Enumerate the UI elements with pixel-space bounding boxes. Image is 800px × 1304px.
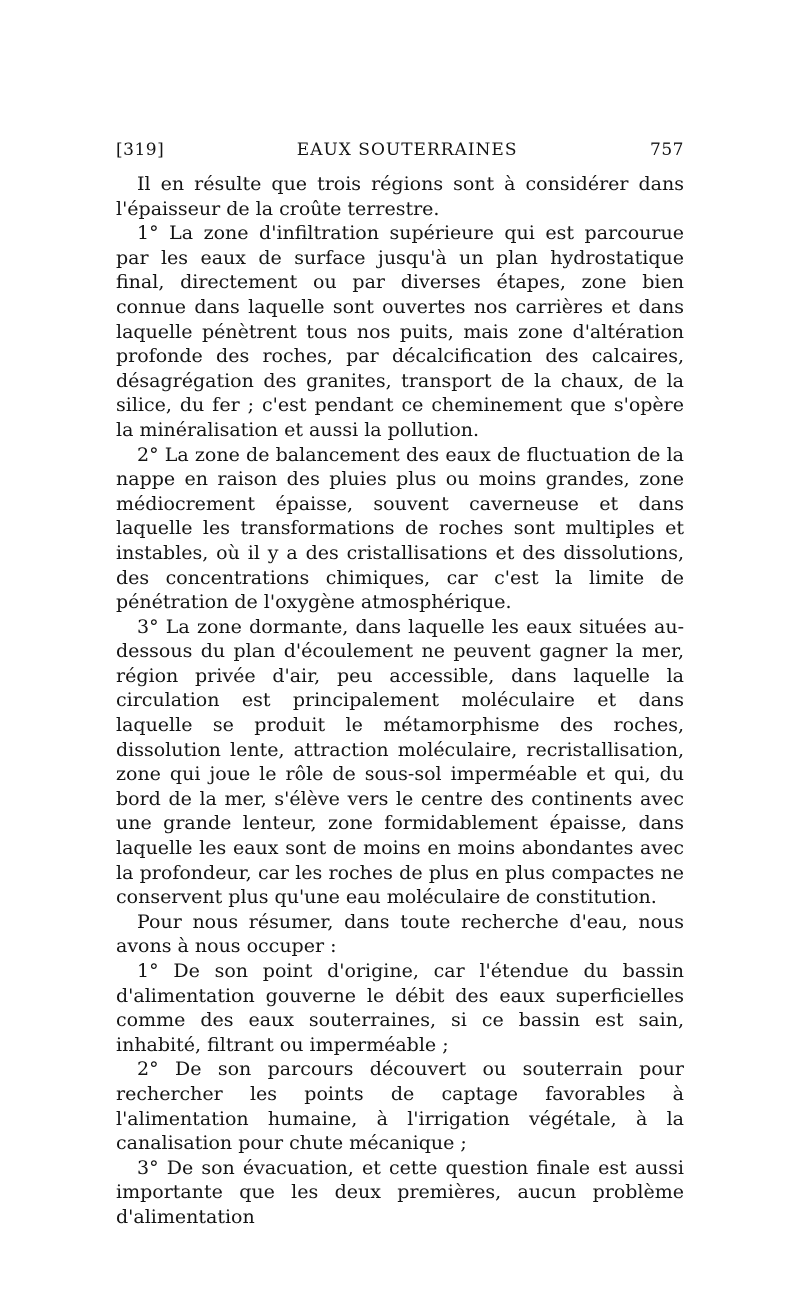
paragraph-zone-2: 2° La zone de balancement des eaux de fluctuation de la nappe en raison des pluies plus ou moins grandes, zone médiocrement épaisse, souvent caverneuse et dans laquelle les transformations de roches sont multiples et instables, où il y a des cristallisations et des dissolutions, des concentrations chimiques, car c'est la limite de pénétration de l'oxygène atmosphérique.	[116, 443, 684, 614]
paragraph-zone-3: 3° La zone dormante, dans laquelle les eaux situées au-dessous du plan d'écoulement ne peuvent gagner la mer, région privée d'air, peu accessible, dans laquelle la circulation est principalement moléculaire et dans laquelle se produit le métamorphisme des roches, dissolution lente, attraction moléculaire, recristallisation, zone qui joue le rôle de sous-sol imperméable et qui, du bord de la mer, s'élève vers le centre des continents avec une grande lenteur, zone formidablement épaisse, dans laquelle les eaux sont de moins en moins abondantes avec la profondeur, car les roches de plus en plus compactes ne conservent plus qu'une eau moléculaire de constitution.	[116, 615, 684, 909]
page-number: 757	[650, 140, 684, 160]
document-page	[116, 140, 684, 1230]
paragraph-intro: Il en résulte que trois régions sont à considérer dans l'épaisseur de la croûte terrestre.	[116, 173, 684, 220]
running-header	[116, 140, 684, 160]
paragraph-zone-1: 1° La zone d'infiltration supérieure qui est parcourue par les eaux de surface jusqu'à un plan hydrostatique final, directement ou par diverses étapes, zone bien connue dans laquelle sont ouvertes nos carrières et dans laquelle pénètrent tous nos puits, mais zone d'altération profonde des roches, par décalcification des calcaires, désagrégation des granites, transport de la chaux, de la silice, du fer ; c'est pendant ce cheminement que s'opère la minéralisation et aussi la pollution.	[116, 222, 684, 441]
paragraph-point-origin: 1° De son point d'origine, car l'étendue du bassin d'alimentation gouverne le débit des eaux superficielles comme des eaux souterraines, si ce bassin est sain, inhabité, filtrant ou imperméable ;	[116, 960, 684, 1056]
paragraph-point-evacuation: 3° De son évacuation, et cette question finale est aussi importante que les deux premières, aucun problème d'alimentation	[116, 1156, 684, 1228]
running-title: EAUX SOUTERRAINES	[296, 140, 518, 160]
section-number: [319]	[116, 140, 165, 160]
body-text	[116, 172, 684, 1230]
paragraph-summary: Pour nous résumer, dans toute recherche d'eau, nous avons à nous occuper :	[116, 910, 684, 958]
paragraph-point-parcours: 2° De son parcours découvert ou souterrain pour rechercher les points de captage favorables à l'alimentation humaine, à l'irrigation végétale, à la canalisation pour chute mécanique ;	[116, 1058, 684, 1155]
